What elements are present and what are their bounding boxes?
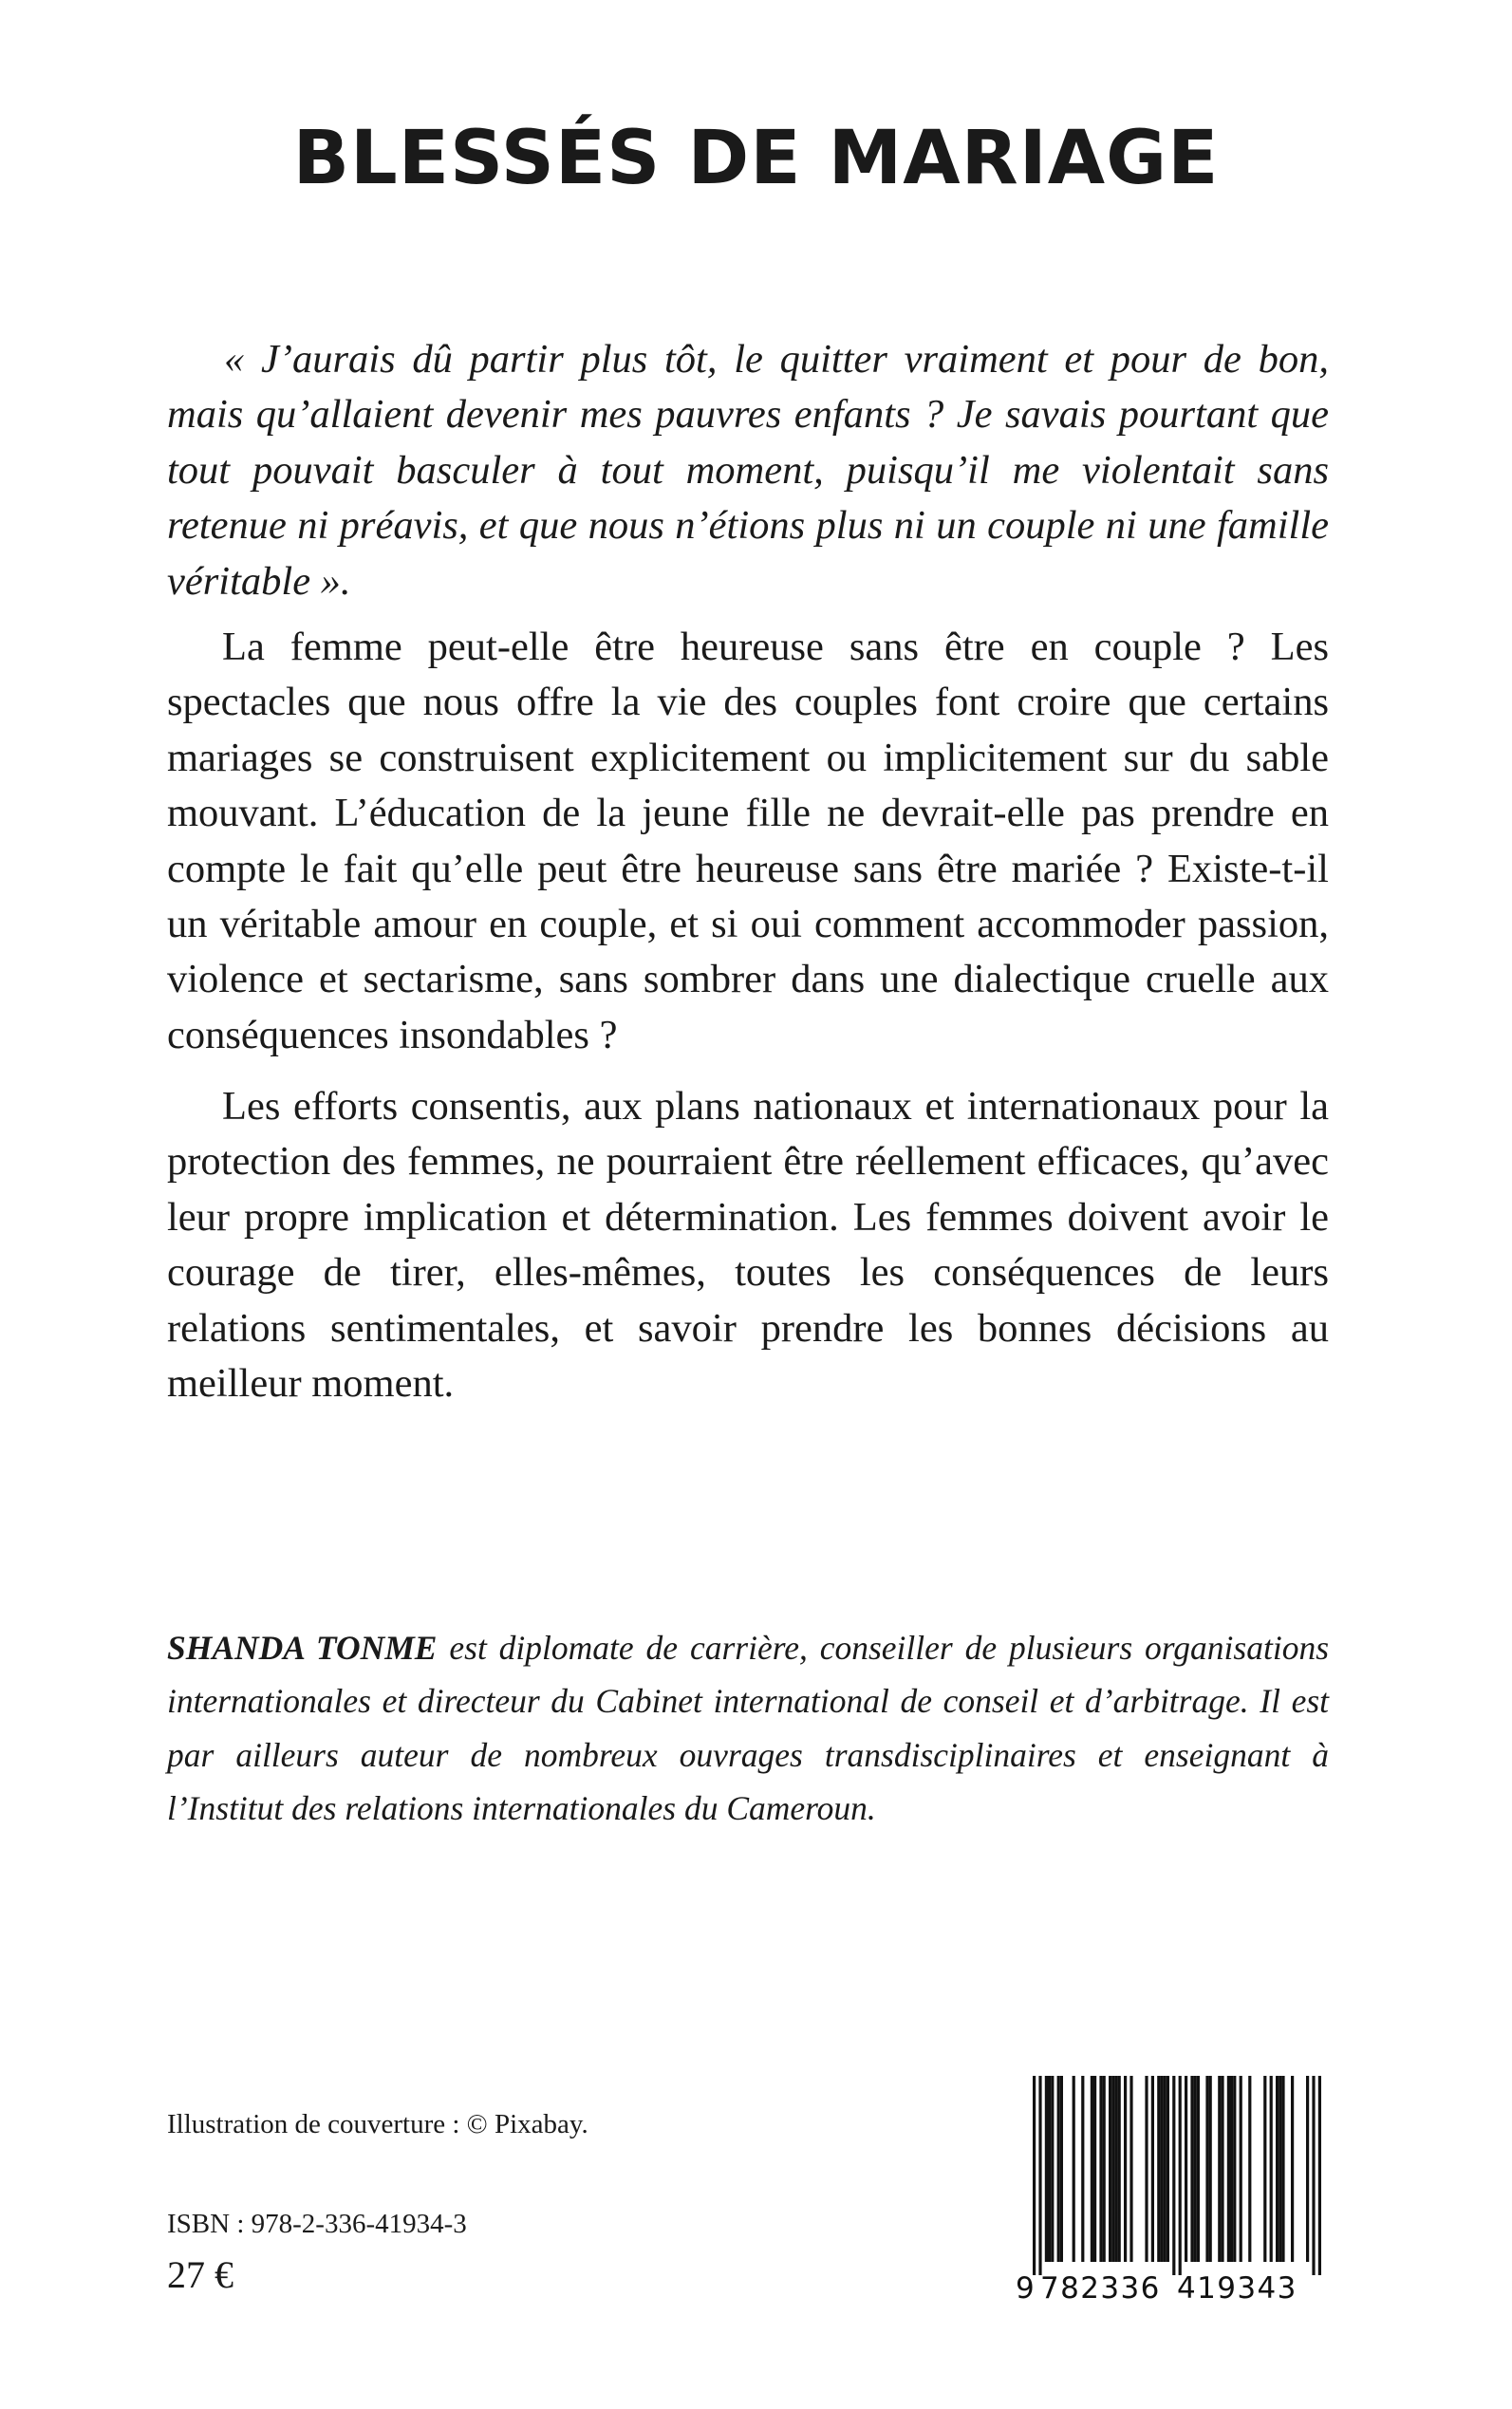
barcode-bar bbox=[1103, 2076, 1106, 2262]
barcode-bar bbox=[1276, 2076, 1279, 2262]
price-label: 27 € bbox=[167, 2253, 233, 2296]
barcode-graphic bbox=[1008, 2072, 1327, 2306]
author-name: SHANDA TONME bbox=[167, 1629, 438, 1667]
barcode-bar bbox=[1209, 2076, 1212, 2262]
barcode-bar bbox=[1263, 2076, 1266, 2262]
barcode-first-digit: 9 bbox=[1016, 2271, 1035, 2306]
summary-paragraph-2: Les efforts consentis, aux plans nationaux et internationaux pour la protection des femmes, ne pourraient être réellement efficaces, qu’avec leur propre implication et détermination. Les femmes doivent avoir le courage de tirer, elles-mêmes, toutes les conséquences de leurs relations sentimentales, et savoir prendre les bonnes décisions au meilleur moment. bbox=[167, 1084, 1329, 1407]
barcode-bar bbox=[1038, 2076, 1041, 2275]
barcode-bar bbox=[1248, 2076, 1251, 2262]
barcode-bar bbox=[1312, 2076, 1315, 2275]
barcode-bar bbox=[1151, 2076, 1154, 2262]
barcode-bar bbox=[1129, 2076, 1132, 2262]
barcode-bar bbox=[1060, 2076, 1063, 2262]
barcode-bar bbox=[1160, 2076, 1163, 2262]
barcode-bar bbox=[1114, 2076, 1117, 2262]
summary-paragraph-1: La femme peut-elle être heureuse sans être en couple ? Les spectacles que nous offre la vie des couples font croire que certains mariages se construisent explicitement ou implicitement sur du sable mouvant. L’éducation de la jeune fille ne devrait-elle pas prendre en compte le fait qu’elle peut être heureuse sans être mariée ? Existe-t-il un véritable amour en couple, et si oui comment accommoder passion, violence et sectarisme, sans sombrer dans une dialectique cruelle aux conséquences insondables ? bbox=[167, 625, 1329, 1057]
book-title: BLESSÉS DE MARIAGE bbox=[292, 116, 1220, 201]
barcode-bar bbox=[1221, 2076, 1223, 2262]
barcode-bar bbox=[1091, 2076, 1093, 2262]
barcode-bar bbox=[1270, 2076, 1273, 2262]
barcode-bar bbox=[1218, 2076, 1221, 2262]
barcode-bar bbox=[1099, 2076, 1102, 2262]
barcode-bar bbox=[1227, 2076, 1230, 2262]
barcode-bar bbox=[1194, 2076, 1197, 2262]
barcode-bar bbox=[1190, 2076, 1193, 2262]
illustration-credit: Illustration de couverture : © Pixabay. bbox=[167, 2109, 588, 2139]
barcode-bar bbox=[1167, 2076, 1169, 2262]
barcode-bar bbox=[1081, 2076, 1084, 2262]
barcode-bar bbox=[1318, 2076, 1321, 2275]
author-bio-text: est diplomate de carrière, conseiller de plusieurs organisations internationales et directeur du Cabinet international de conseil et d’arbitrage. Il est par ailleurs auteur de nombreux ouvrages transdisciplinaires et enseignant à l’Institut des relations internationales du Cameroun. bbox=[167, 1629, 1330, 1828]
barcode-bar bbox=[1306, 2076, 1309, 2262]
barcode-right-digits: 419343 bbox=[1177, 2271, 1297, 2306]
barcode-bar bbox=[1240, 2076, 1242, 2262]
barcode-bar bbox=[1045, 2076, 1048, 2262]
barcode-bar bbox=[1111, 2076, 1114, 2262]
barcode-bar bbox=[1230, 2076, 1233, 2262]
barcode-bar bbox=[1093, 2076, 1096, 2262]
barcode-bar bbox=[1185, 2076, 1187, 2262]
barcode-bar bbox=[1233, 2076, 1236, 2262]
barcode-bar bbox=[1164, 2076, 1167, 2262]
barcode-bar bbox=[1057, 2076, 1060, 2262]
barcode-bar bbox=[1145, 2076, 1148, 2262]
barcode-bars bbox=[1033, 2076, 1321, 2275]
barcode-bar bbox=[1291, 2076, 1294, 2262]
barcode-left-digits: 782336 bbox=[1040, 2271, 1161, 2306]
isbn-label: ISBN : 978-2-336-41934-3 bbox=[167, 2209, 467, 2239]
barcode-bar bbox=[1281, 2076, 1284, 2262]
barcode-bar bbox=[1051, 2076, 1054, 2262]
barcode-bar bbox=[1279, 2076, 1281, 2262]
barcode-bar bbox=[1073, 2076, 1075, 2262]
author-bio bbox=[167, 1621, 1329, 1836]
barcode-bar bbox=[1179, 2076, 1182, 2275]
barcode-bar bbox=[1109, 2076, 1111, 2262]
isbn-barcode bbox=[1008, 2072, 1327, 2306]
barcode-bar bbox=[1157, 2076, 1160, 2262]
barcode-bar bbox=[1197, 2076, 1200, 2262]
barcode-bar bbox=[1205, 2076, 1208, 2262]
barcode-bar bbox=[1118, 2076, 1121, 2262]
barcode-bar bbox=[1124, 2076, 1127, 2262]
barcode-bar bbox=[1172, 2076, 1175, 2275]
barcode-bar bbox=[1048, 2076, 1051, 2262]
barcode-bar bbox=[1033, 2076, 1036, 2275]
opening-quote: « J’aurais dû partir plus tôt, le quitter vraiment et pour de bon, mais qu’allaient devenir mes pauvres enfants ? Je savais pourtant que tout pouvait basculer à tout moment, puisqu’il me violentait sans retenue ni préavis, et que nous n’étions plus ni un couple ni une famille véritable ». bbox=[167, 337, 1329, 604]
